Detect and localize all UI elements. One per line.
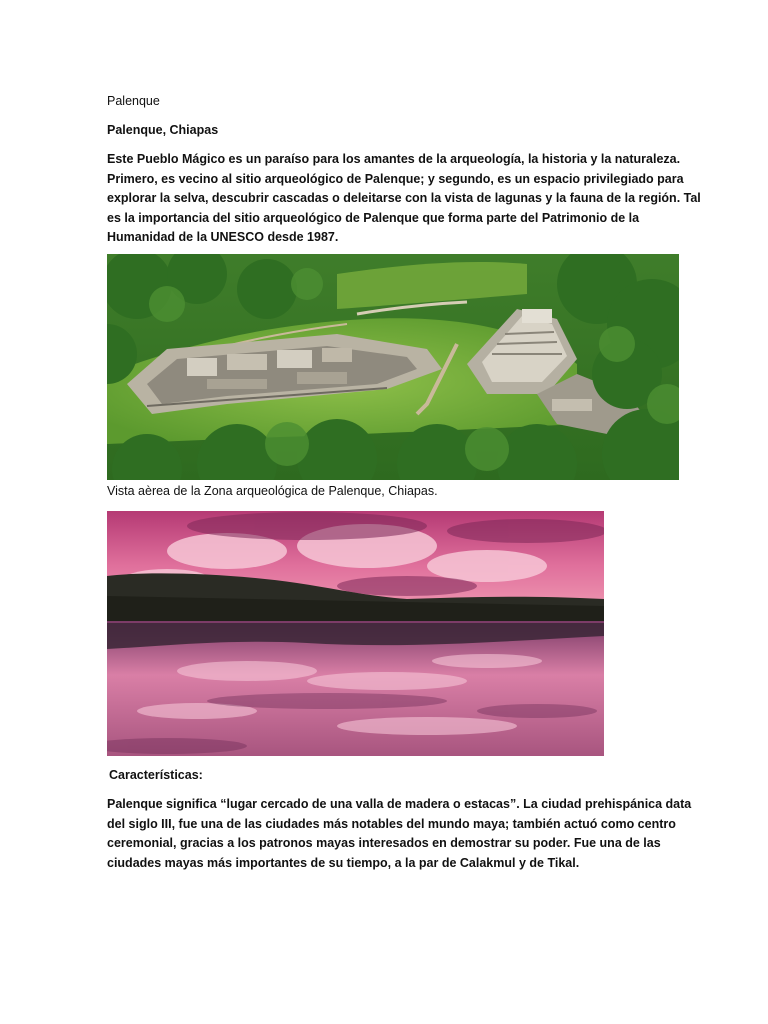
intro-line: Este Pueblo Mágico es un paraíso para los amantes de la arqueología, la historia y la naturaleza.	[107, 152, 681, 166]
ruins-aerial-photo	[107, 254, 679, 480]
document-title: Palenque	[107, 94, 160, 108]
intro-line: Primero, es vecino al sitio arqueológico de Palenque; y segundo, es un espacio privilegiado para	[107, 171, 684, 186]
body-line: ceremonial, gracias a los patronos mayas interesados en demostrar su poder. Fue una de las	[107, 836, 661, 850]
intro-line: explorar la selva, descubrir cascadas o deleitarse con la vista de lagunas y la fauna de la región. Tal	[107, 191, 701, 205]
intro-line: Humanidad de la UNESCO desde 1987.	[107, 230, 339, 244]
intro-line: es la importancia del sitio arqueológico de Palenque que forma parte del Patrimonio de la	[107, 210, 640, 225]
intro-paragraph	[107, 150, 701, 248]
body-line: del siglo III, fue una de las ciudades más notables del mundo maya; también actuó como centro	[107, 816, 676, 831]
ruins-photo-caption: Vista aèrea de la Zona arqueológica de Palenque, Chiapas.	[107, 484, 438, 498]
body-line: Palenque significa “lugar cercado de una valla de madera o estacas”. La ciudad prehispánica data	[107, 797, 692, 811]
lagoon-sunset-photo	[107, 511, 604, 756]
section-heading: Características:	[109, 768, 203, 782]
characteristics-paragraph	[107, 795, 691, 873]
body-line: ciudades mayas más importantes de su tiempo, a la par de Calakmul y de Tikal.	[107, 855, 580, 870]
document-subtitle: Palenque, Chiapas	[107, 123, 219, 137]
